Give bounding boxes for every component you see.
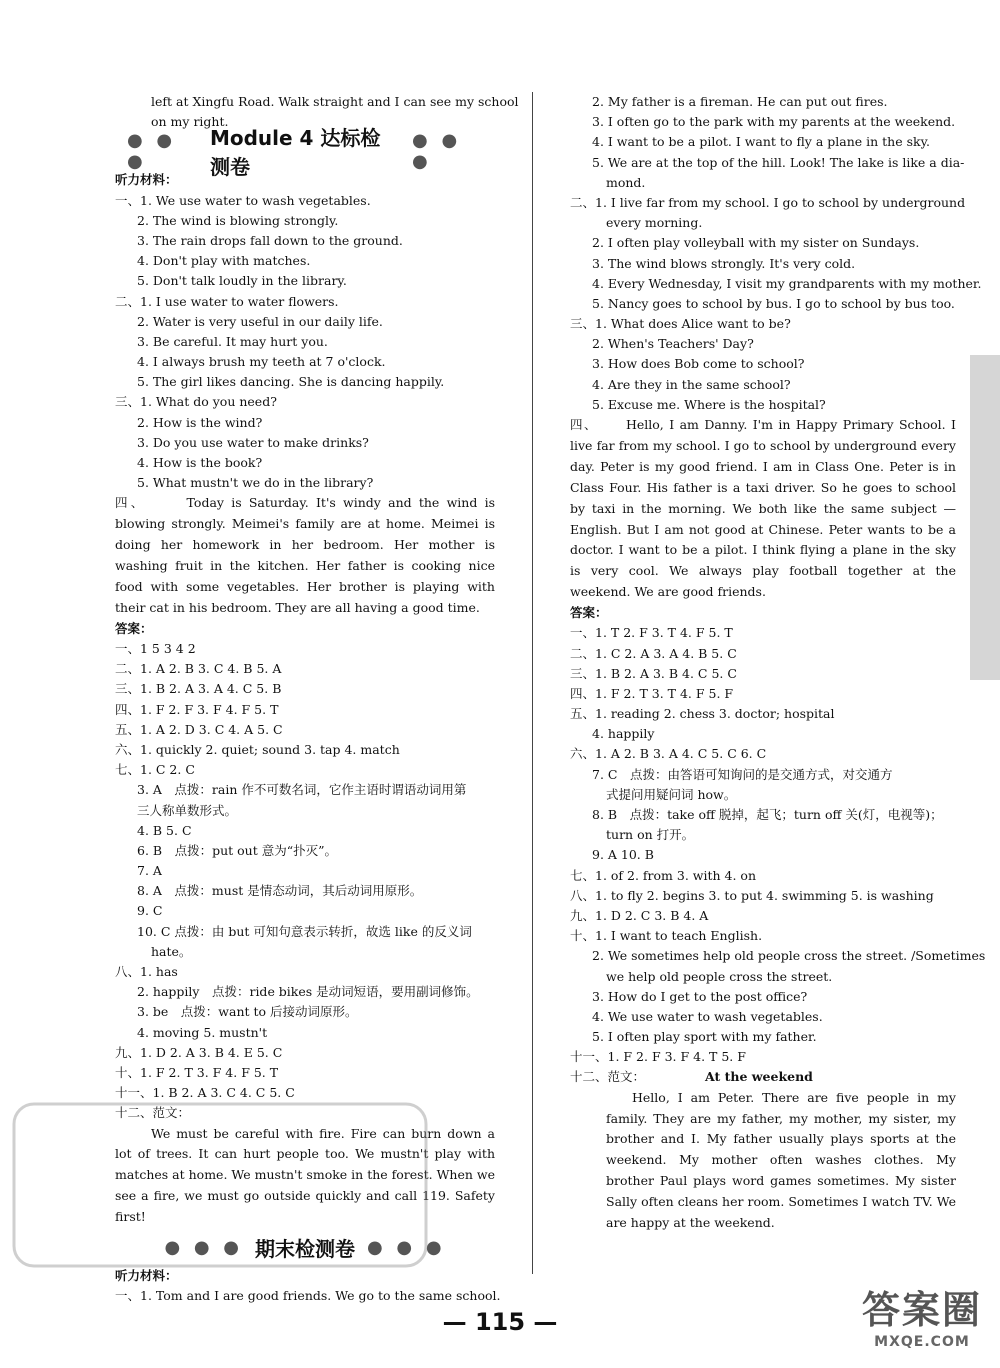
answer-line: 八、1. has — [115, 964, 178, 979]
listening-line: 4. I want to be a pilot. I want to fly a plane in the sky. — [592, 134, 930, 150]
answer-line: 4. happily — [592, 726, 655, 742]
answer-line: 9. A 10. B — [592, 847, 654, 863]
listening-line: 2. My father is a fireman. He can put out fires. — [592, 94, 888, 109]
answer-line: 9. C — [137, 903, 163, 919]
answer-line: 4. We use water to wash vegetables. — [592, 1008, 823, 1024]
listening-line: 三、1. What do you need? — [115, 394, 277, 410]
answer-line: 5. I often play sport with my father. — [592, 1029, 817, 1045]
answer-line: 七、1. C 2. C — [115, 762, 195, 778]
listening-line: 5. We are at the top of the hill. Look! The lake is like a dia- — [592, 154, 965, 170]
answer-line: 三、1. B 2. A 3. A 4. C 5. B — [115, 681, 282, 697]
listening-line: 4. How is the book? — [137, 455, 263, 470]
listening-line: 2. When's Teachers' Day? — [592, 336, 754, 352]
listening-line: 3. I often go to the park with my parents at the weekend. — [592, 114, 956, 130]
answer-line: 九、1. D 2. C 3. B 4. A — [570, 907, 709, 923]
listening-line: 一、1. We use water to wash vegetables. — [115, 192, 371, 208]
right-column — [570, 92, 986, 1234]
answer-line: 2. We sometimes help old people cross the street. /Sometimes — [592, 948, 986, 964]
answer-line: 8. A 点拨：must 是情态动词，其后动词用原形。 — [137, 883, 423, 899]
title-dots-left: ● ● ● — [164, 1236, 243, 1258]
passage-4 — [115, 493, 495, 618]
passage-4-text: Hello, I am Danny. I'm in Happy Primary School. I live far from my school. I go to school by underground every day. Peter is my good friend. I am in Class One. Peter is in Class Four. His father is a taxi driver. So he goes to school by taxi in the morning. We both like the same subject —English. But I am not good at Chinese. Peter wants to be a doctor. I want to be a pilot. I think flying a plane in the sky is very cool. We always play football together at the weekend. We are good friends. — [570, 417, 956, 600]
watermark-logo: 答案圈 — [861, 1288, 982, 1332]
passage-4-label: 四、 — [115, 495, 147, 511]
listening-line: 3. Be careful. It may hurt you. — [137, 333, 328, 349]
answer-line: 式提问用疑问词 how。 — [606, 786, 737, 802]
answer-line: 6. B 点拨：put out 意为“扑灭”。 — [137, 842, 337, 858]
answer-line: 4. B 5. C — [137, 822, 192, 838]
answer-line: 二、1. A 2. B 3. C 4. B 5. A — [115, 661, 282, 677]
answer-line: 七、1. of 2. from 3. with 4. on — [570, 867, 756, 883]
listening-line: 4. I always brush my teeth at 7 o'clock. — [137, 354, 386, 370]
answer-line: 四、1. F 2. F 3. F 4. F 5. T — [115, 701, 279, 717]
final-listening-line: 一、1. Tom and I are good friends. We go to the same school. — [115, 1288, 501, 1304]
watermark-domain: MXQE.COM — [874, 1334, 970, 1350]
answer-line: 九、1. D 2. A 3. B 4. E 5. C — [115, 1044, 283, 1060]
final-listening-head: 听力材料： — [115, 1268, 178, 1284]
answer-line: 一、1 5 3 4 2 — [115, 641, 196, 656]
watermark — [862, 1279, 982, 1350]
listening-line: 4. Are they in the same school? — [592, 376, 791, 392]
listening-head: 听力材料： — [115, 172, 178, 188]
answer-line: 7. C 点拨：由答语可知询问的是交通方式，对交通方 — [592, 766, 893, 782]
listening-line: 3. How does Bob come to school? — [592, 356, 805, 372]
intro-line-2: on my right. — [151, 114, 229, 130]
answer-line: 五、1. reading 2. chess 3. doctor; hospital — [570, 706, 835, 722]
passage-4-label: 四、 — [570, 417, 598, 432]
answer-line: 3. be 点拨：want to 后接动词原形。 — [137, 1004, 358, 1020]
answer-line: turn on 打开。 — [606, 827, 695, 843]
listening-line: 3. Do you use water to make drinks? — [137, 434, 369, 450]
answer-line: 8. B 点拨：take off 脱掉，起飞；turn off 关(灯，电视等)； — [592, 807, 943, 823]
essay-title: At the weekend — [705, 1069, 813, 1085]
listening-line: 3. The wind blows strongly. It's very cold. — [592, 255, 856, 271]
listening-line: 2. How is the wind? — [137, 414, 263, 430]
listening-line: 2. I often play volleyball with my sister on Sundays. — [592, 235, 920, 251]
listening-line: 5. What mustn't we do in the library? — [137, 475, 374, 491]
listening-line: mond. — [606, 174, 646, 190]
answer-line: 3. How do I get to the post office? — [592, 988, 808, 1004]
answer-line: 三人称单数形式。 — [137, 802, 238, 818]
answer-line: hate。 — [151, 943, 192, 959]
answer-line: we help old people cross the street. — [606, 968, 833, 984]
answer-line: 2. happily 点拨：ride bikes 是动词短语，要用副词修饰。 — [137, 984, 479, 1000]
listening-line: 5. Don't talk loudly in the library. — [137, 273, 347, 289]
intro-line-1: left at Xingfu Road. Walk straight and I can see my school — [151, 94, 519, 109]
listening-line: 二、1. I use water to water flowers. — [115, 293, 339, 309]
passage-4 — [570, 415, 956, 603]
answer-line: 八、1. to fly 2. begins 3. to put 4. swimming 5. is washing — [570, 887, 934, 903]
listening-line: 三、1. What does Alice want to be? — [570, 316, 791, 332]
listening-line: 5. Nancy goes to school by bus. I go to school by bus too. — [592, 295, 955, 311]
answer-line: 十、1. F 2. T 3. F 4. F 5. T — [115, 1064, 279, 1080]
answer-line: 五、1. A 2. D 3. C 4. A 5. C — [115, 721, 283, 737]
page-number: — 115 — — [442, 1308, 558, 1336]
answer-line: 六、1. A 2. B 3. A 4. C 5. C 6. C — [570, 746, 767, 762]
answer-line: 7. A — [137, 863, 162, 879]
final-title: 期末检测卷 — [255, 1236, 355, 1261]
answer-line: 十一、1. B 2. A 3. C 4. C 5. C — [115, 1085, 295, 1101]
answer-line: 二、1. C 2. A 3. A 4. B 5. C — [570, 645, 737, 661]
answer-line: 十、1. I want to teach English. — [570, 928, 763, 944]
answer-line: 10. C 点拨：由 but 可知句意表示转折，故选 like 的反义词 — [137, 923, 472, 939]
listening-line: 5. Excuse me. Where is the hospital? — [592, 396, 826, 412]
answer-line: 十一、1. F 2. F 3. F 4. T 5. F — [570, 1049, 746, 1065]
side-tab — [970, 355, 1000, 680]
title-dots-right: ● ● ● — [412, 130, 462, 173]
listening-line: 3. The rain drops fall down to the ground. — [137, 232, 403, 248]
answer-line: 一、1. T 2. F 3. T 4. F 5. T — [570, 625, 733, 641]
answer-line: 4. moving 5. mustn't — [137, 1024, 268, 1040]
essay-heading-row — [570, 1067, 956, 1087]
stamp-graphic — [10, 1100, 430, 1270]
listening-line: every morning. — [606, 215, 703, 231]
model-essay: We must be careful with fire. Fire can burn down a lot of trees. It can hurt people too. We mustn't play with matches at home. We mustn't smoke in the forest. When we see a fire, we must go outside quickly and call 119. Safety first! — [115, 1125, 495, 1225]
stamp-border — [14, 1104, 426, 1266]
title-dots-right: ● ● ● — [367, 1236, 446, 1258]
answer-line: 四、1. F 2. T 3. T 4. F 5. F — [570, 685, 734, 701]
listening-line: 5. The girl likes dancing. She is dancing happily. — [137, 374, 445, 390]
listening-line: 2. The wind is blowing strongly. — [137, 212, 339, 228]
listening-line: 4. Don't play with matches. — [137, 253, 311, 269]
listening-line: 2. Water is very useful in our daily life. — [137, 313, 383, 329]
title-dots-left: ● ● ● — [127, 130, 177, 173]
listening-line: 二、1. I live far from my school. I go to school by underground — [570, 194, 966, 210]
essay-label: 十二、范文： — [570, 1069, 646, 1085]
answer-head: 答案： — [570, 605, 608, 621]
model-essay: Hello, I am Peter. There are five people in my family. They are my father, my mother, my sister, my brother and I. My father usually plays sports at the weekend. My mother often washes clothes. My brother Paul plays word games sometimes. My sister Sally often cleans her room. Sometimes I watch TV. We are happy at the weekend. — [606, 1089, 956, 1231]
answer-line: 3. A 点拨：rain 作不可数名词，它作主语时谓语动词用第 — [137, 782, 467, 798]
answer-line: 三、1. B 2. A 3. B 4. C 5. C — [570, 665, 737, 681]
passage-4-text: Today is Saturday. It's windy and the wind is blowing strongly. Meimei's family are at home. Meimei is doing her homework in her bedroom. Her mother is washing fruit in the kitchen. Her father is cooking nice food with some vegetables. Her brother is playing with their cat in his bedroom. They are all having a good time. — [115, 495, 495, 615]
listening-line: 4. Every Wednesday, I visit my grandparents with my mother. — [592, 275, 982, 291]
column-divider — [532, 92, 533, 1274]
answer-line: 六、1. quickly 2. quiet; sound 3. tap 4. match — [115, 741, 400, 757]
answer-head: 答案： — [115, 620, 153, 636]
answer-line: 十二、范文： — [115, 1105, 191, 1121]
module-title: Module 4 达标检测卷 — [209, 126, 381, 180]
